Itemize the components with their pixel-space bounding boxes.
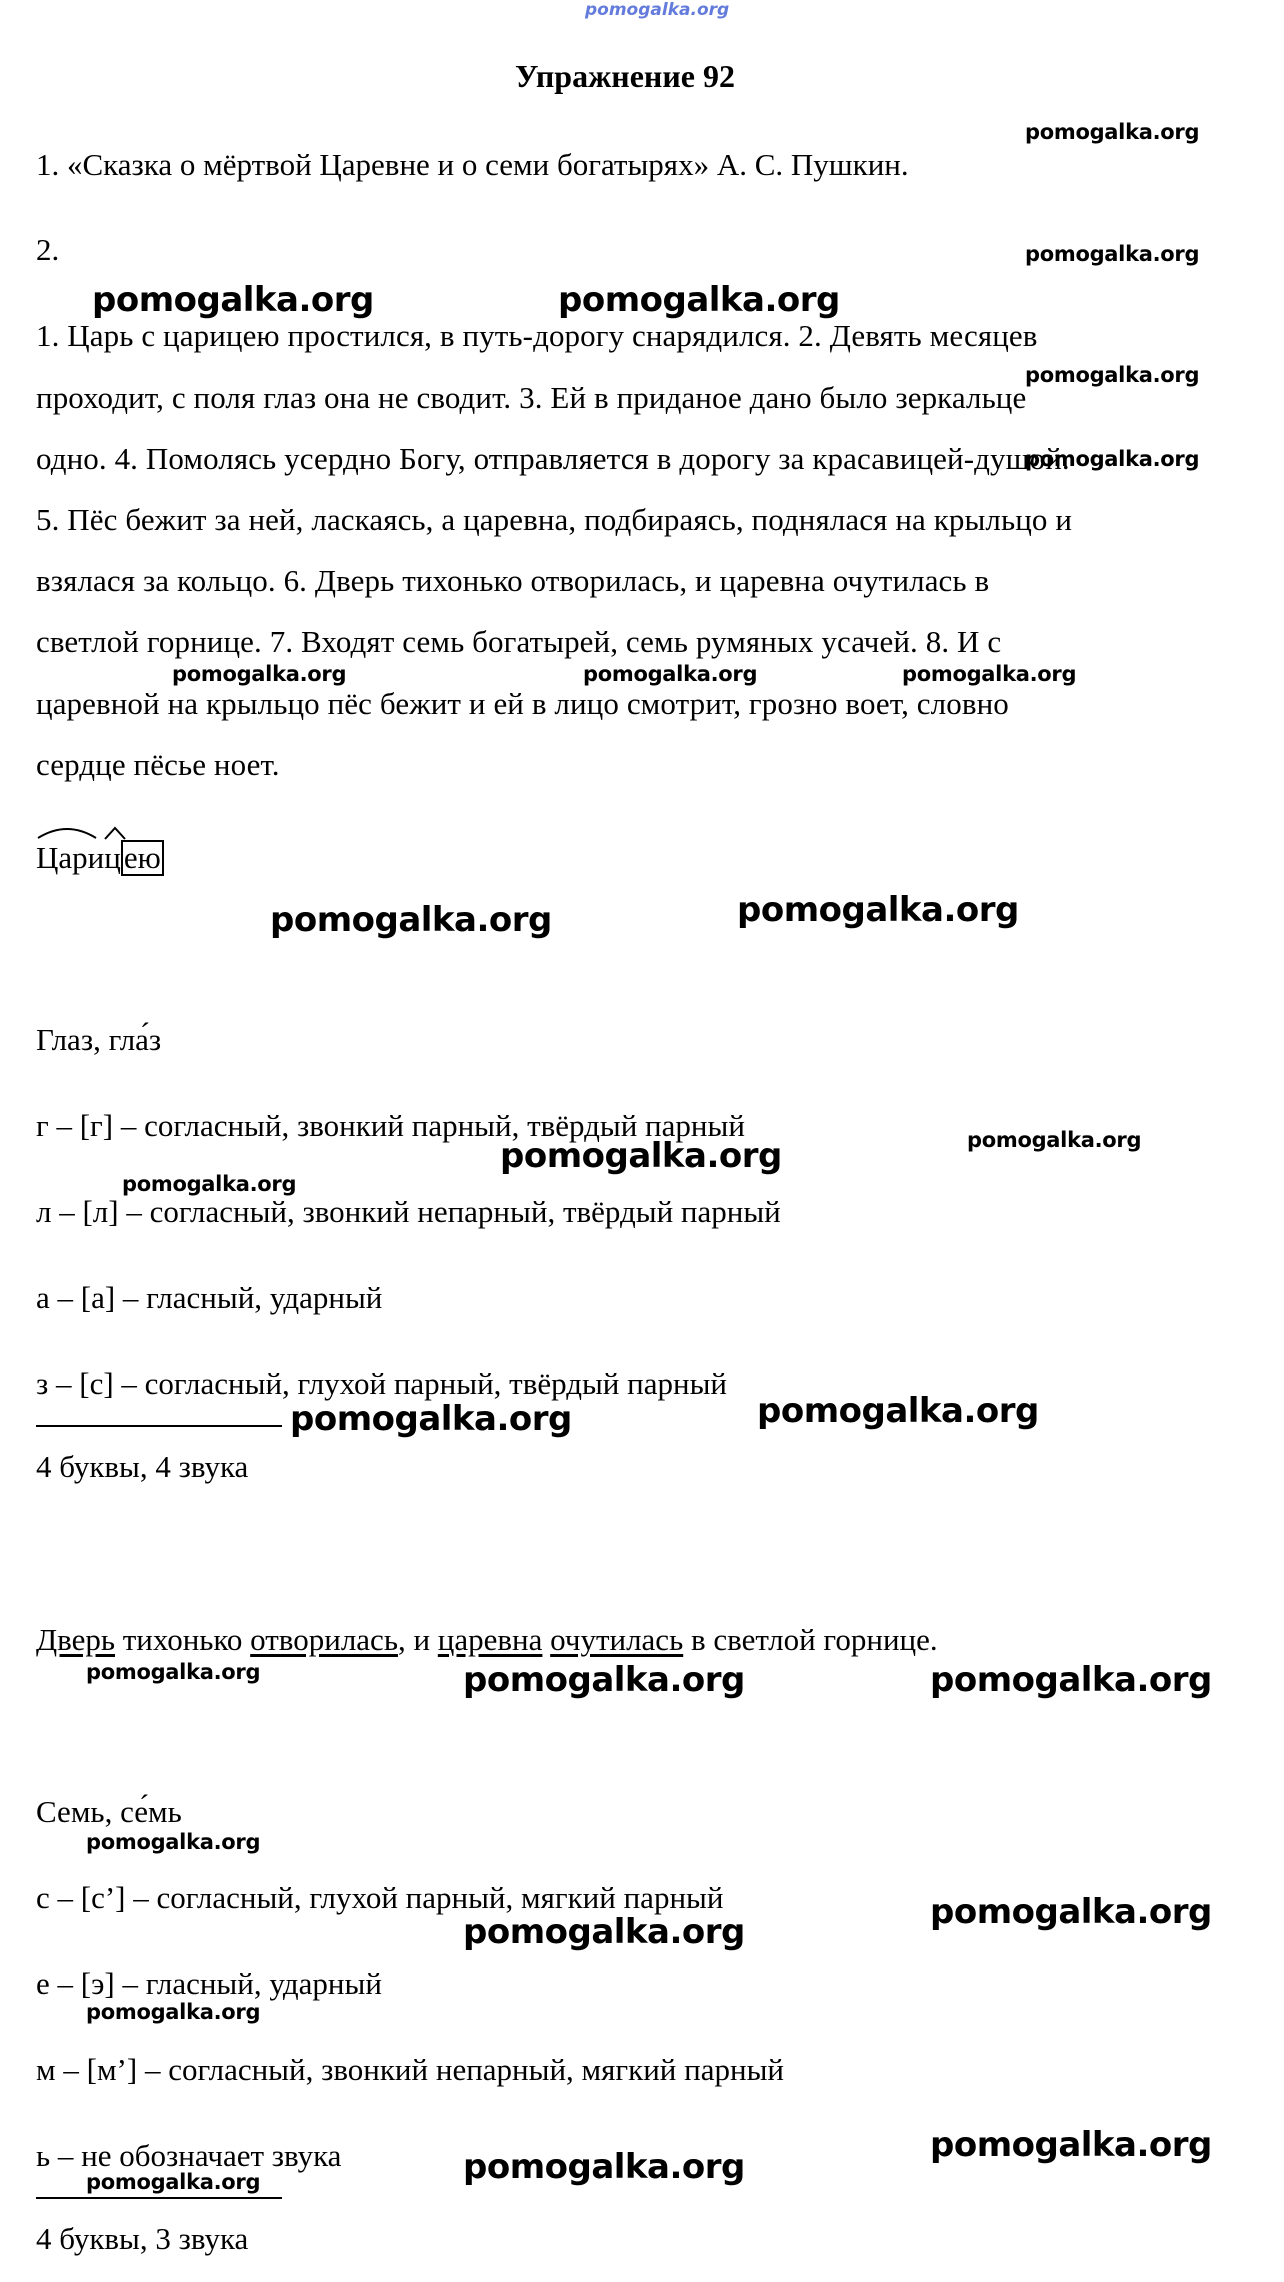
watermark: pomogalka.org	[558, 280, 840, 320]
watermark: pomogalka.org	[930, 2125, 1212, 2165]
sem-row: с – [с’] – согласный, глухой парный, мягкий парный	[36, 1880, 724, 1915]
sem-row: ь – не обозначает звука	[36, 2138, 342, 2173]
item-2-label: 2.	[36, 232, 60, 267]
sem-divider	[36, 2197, 282, 2199]
watermark: pomogalka.org	[1025, 447, 1200, 471]
watermark: pomogalka.org	[583, 662, 758, 686]
sem-row: е – [э] – гласный, ударный	[36, 1966, 382, 2001]
morpheme-suffix	[104, 838, 121, 878]
morpheme-root	[36, 838, 104, 878]
sem-heading: Семь, се́мь	[36, 1794, 182, 1829]
watermark-top: pomogalka.org	[585, 0, 730, 20]
watermark: pomogalka.org	[86, 1830, 261, 1854]
text-line: одно. 4. Помолясь усердно Богу, отправляется в дорогу за красавицей-душой.	[36, 441, 1070, 476]
glaz-summary: 4 буквы, 4 звука	[36, 1449, 249, 1484]
text-line: светлой горнице. 7. Входят семь богатырей, семь румяных усачей. 8. И с	[36, 624, 1002, 659]
watermark: pomogalka.org	[86, 2170, 261, 2194]
subject-word: царевна	[437, 1622, 543, 1657]
watermark: pomogalka.org	[930, 1892, 1212, 1932]
glaz-divider	[36, 1425, 282, 1427]
morpheme-parse	[36, 838, 164, 878]
glaz-row: л – [л] – согласный, звонкий непарный, твёрдый парный	[36, 1194, 781, 1229]
sem-row: м – [м’] – согласный, звонкий непарный, мягкий парный	[36, 2052, 784, 2087]
text-line: сердце пёсье ноет.	[36, 747, 280, 782]
sentence-word: тихонько	[115, 1622, 251, 1657]
glaz-row: г – [г] – согласный, звонкий парный, твёрдый парный	[36, 1108, 745, 1143]
sentence-word: в светлой горнице.	[683, 1622, 938, 1657]
page-title: Упражнение 92	[514, 58, 735, 94]
watermark: pomogalka.org	[92, 280, 374, 320]
watermark: pomogalka.org	[930, 1660, 1212, 1700]
sentence-word: , и	[397, 1622, 438, 1657]
watermark: pomogalka.org	[86, 2000, 261, 2024]
glaz-row: а – [а] – гласный, ударный	[36, 1280, 383, 1315]
watermark: pomogalka.org	[290, 1399, 572, 1439]
watermark: pomogalka.org	[737, 890, 1019, 930]
watermark: pomogalka.org	[500, 1136, 782, 1176]
watermark: pomogalka.org	[463, 2147, 745, 2187]
watermark: pomogalka.org	[1025, 120, 1200, 144]
watermark: pomogalka.org	[86, 1660, 261, 1684]
suffix-text: ц	[104, 840, 121, 875]
watermark: pomogalka.org	[967, 1128, 1142, 1152]
sem-summary: 4 буквы, 3 звука	[36, 2221, 249, 2256]
root-text: Цари	[36, 840, 105, 875]
morpheme-ending: ею	[121, 840, 164, 876]
text-line: проходит, с поля глаз она не сводит. 3. Ей в приданое дано было зеркальце	[36, 380, 1027, 415]
watermark: pomogalka.org	[757, 1391, 1039, 1431]
item-1-text: 1. «Сказка о мёртвой Царевне и о семи богатырях» А. С. Пушкин.	[36, 147, 909, 182]
root-arc-mark	[36, 826, 98, 840]
glaz-heading: Глаз, гла́з	[36, 1022, 162, 1057]
watermark: pomogalka.org	[270, 900, 552, 940]
parsed-sentence	[36, 1620, 938, 1660]
text-line: 1. Царь с царицею простился, в путь-дорогу снарядился. 2. Девять месяцев	[36, 318, 1038, 353]
subject-word: Дверь	[36, 1622, 115, 1657]
predicate-word: отворилась	[250, 1622, 398, 1657]
text-line: 5. Пёс бежит за ней, ласкаясь, а царевна, подбираясь, поднялася на крыльцо и	[36, 502, 1073, 537]
text-line: взялася за кольцо. 6. Дверь тихонько отворилась, и царевна очутилась в	[36, 563, 990, 598]
watermark: pomogalka.org	[1025, 242, 1200, 266]
text-line: царевной на крыльцо пёс бежит и ей в лицо смотрит, грозно воет, словно	[36, 686, 1009, 721]
watermark: pomogalka.org	[1025, 363, 1200, 387]
watermark: pomogalka.org	[172, 662, 347, 686]
watermark: pomogalka.org	[902, 662, 1077, 686]
watermark: pomogalka.org	[122, 1172, 297, 1196]
watermark: pomogalka.org	[463, 1912, 745, 1952]
suffix-caret-mark	[104, 826, 126, 840]
predicate-word: очутилась	[550, 1622, 684, 1657]
watermark: pomogalka.org	[463, 1660, 745, 1700]
glaz-row: з – [с] – согласный, глухой парный, твёрдый парный	[36, 1366, 728, 1401]
sentence-word	[542, 1622, 550, 1657]
